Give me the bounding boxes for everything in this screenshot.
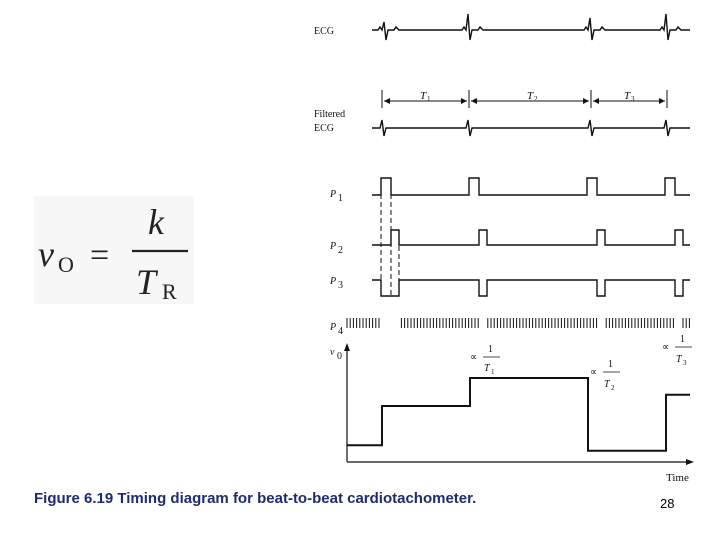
label-p1-sub: 1 <box>338 193 343 204</box>
annotation-t-base: T <box>676 354 682 365</box>
annotation-t3 <box>662 334 692 367</box>
annotation-t-sub: 3 <box>683 359 687 367</box>
formula-equals: = <box>90 237 110 274</box>
p1-pulse-train <box>372 178 690 195</box>
label-p2-sub: 2 <box>338 245 343 256</box>
v0-y-arrowhead <box>344 343 350 351</box>
interval-markers <box>382 90 667 108</box>
interval-t3-sub: 3 <box>631 95 635 103</box>
annotation-one: 1 <box>608 359 613 370</box>
annotation-t2 <box>590 359 620 392</box>
page-number: 28 <box>660 496 675 511</box>
annotation-prop-symbol: ∝ <box>470 352 478 363</box>
label-p2-base: P <box>330 241 337 252</box>
p4-clock-pulses <box>347 318 689 328</box>
annotation-one: 1 <box>680 334 685 345</box>
label-p4-sub: 4 <box>338 326 343 337</box>
annotation-one: 1 <box>488 344 493 355</box>
label-filtered: Filtered <box>314 109 346 120</box>
annotation-t-base: T <box>484 363 490 374</box>
ecg-trace <box>372 14 690 40</box>
p3-pulse-train <box>372 280 690 296</box>
annotation-t-base: T <box>604 379 610 390</box>
time-label: Time <box>666 472 689 484</box>
p2-pulse-train <box>372 230 690 245</box>
label-p1-base: P <box>330 189 337 200</box>
formula-denominator-sub: R <box>162 279 177 304</box>
annotation-prop-symbol: ∝ <box>662 342 670 353</box>
annotation-t1 <box>470 344 500 376</box>
label-p4-base: P <box>330 322 337 333</box>
interval-t1-base: T <box>420 90 427 102</box>
filtered-ecg-trace <box>372 120 690 136</box>
interval-t3-base: T <box>624 90 631 102</box>
annotation-prop-symbol: ∝ <box>590 367 598 378</box>
label-v0-base: v <box>330 347 335 358</box>
annotation-t-sub: 2 <box>611 384 615 392</box>
interval-t2-sub: 2 <box>534 95 538 103</box>
figure-caption: Figure 6.19 Timing diagram for beat-to-beat cardiotachometer. <box>34 490 477 507</box>
time-axis-arrowhead <box>686 459 694 465</box>
label-v0-sub: 0 <box>337 351 342 362</box>
label-ecg: ECG <box>314 26 334 37</box>
interval-t2-base: T <box>527 90 534 102</box>
v0-output-trace <box>347 378 690 451</box>
formula-lhs-base: v <box>38 234 54 274</box>
label-p3-sub: 3 <box>338 280 343 291</box>
label-filtered-ecg: ECG <box>314 123 334 134</box>
annotation-t-sub: 1 <box>491 368 495 376</box>
formula-lhs-sub: O <box>58 252 74 277</box>
formula-numerator: k <box>148 202 164 242</box>
label-p3-base: P <box>330 276 337 287</box>
interval-t1-sub: 1 <box>427 95 431 103</box>
formula-denominator-base: T <box>136 262 157 302</box>
